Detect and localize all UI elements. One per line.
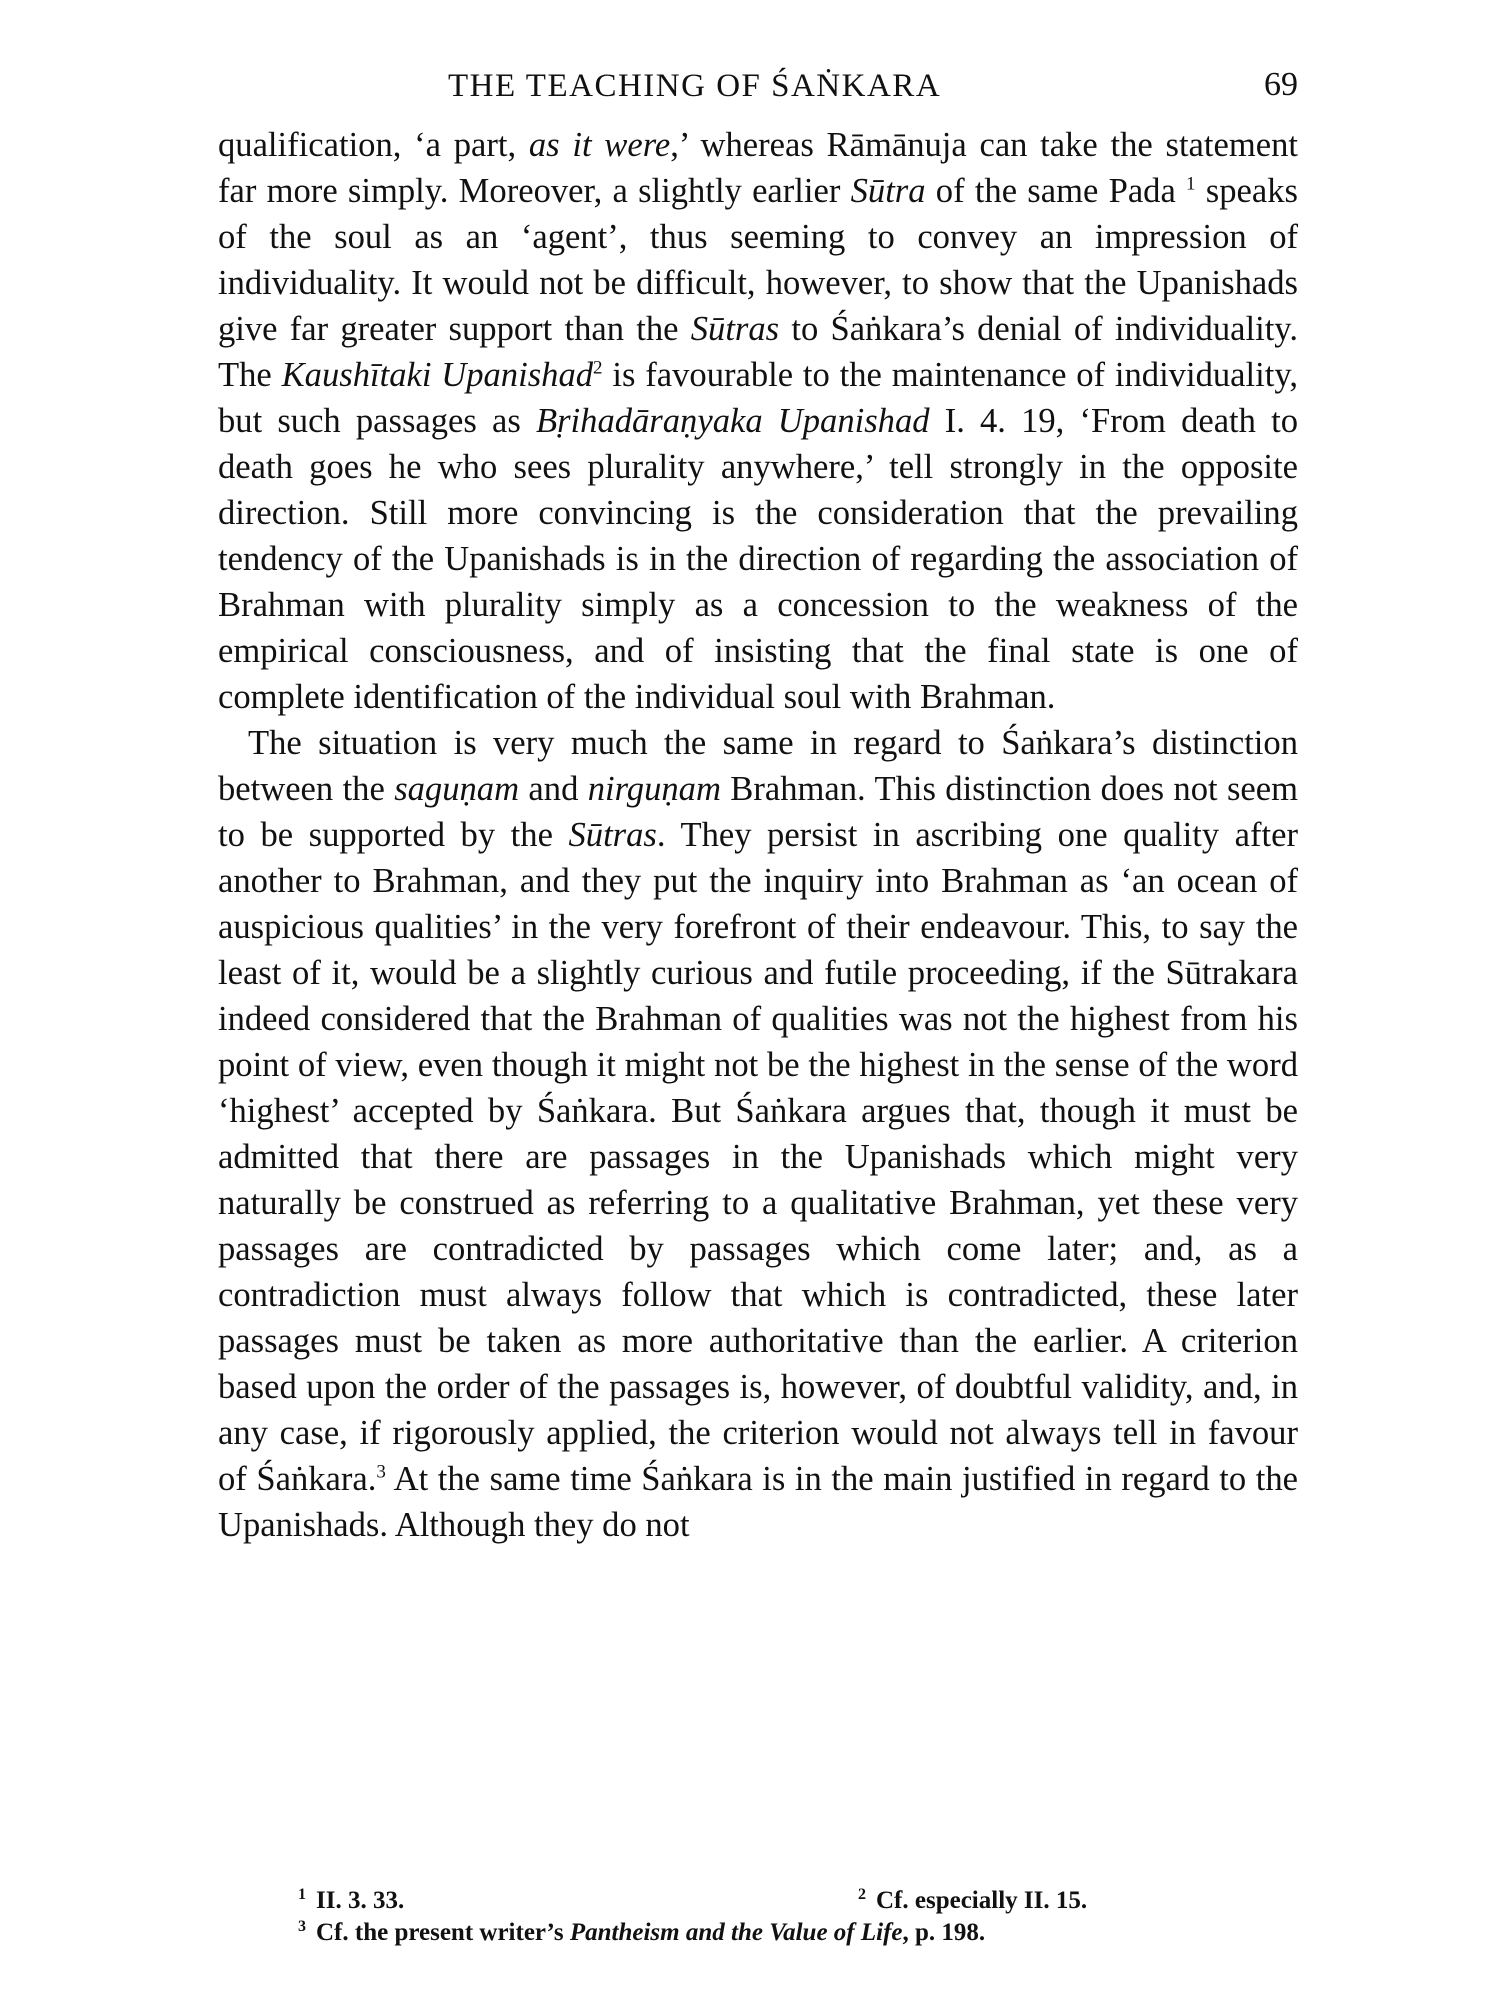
paragraph-text: speaks of the soul as an ‘agent’, thus seeming to convey an impression of individuality. It would not be difficult, however, to show that the Upanishads give far greater support than the <box>218 172 1298 348</box>
paragraph <box>218 720 1298 1548</box>
footnote-book-title: Pantheism and the Value of Life <box>569 1919 903 1946</box>
italic-text: Sūtras <box>690 310 780 348</box>
paragraph-text: ,’ whereas Rāmānuja can take the statement far more simply. Moreover, a slightly earlier <box>218 126 1298 210</box>
paragraph-text: I. 4. 19, ‘From death to death goes he who sees plurality anywhere,’ tell strongly in the opposite direction. Still more convincing is the consideration that the prevailing tendency of the Upanishads is in the direction of regarding the association of Brahman with plurality simply as a concession to the weakness of the empirical consciousness, and of insisting that the final state is one of complete identification of the individual soul with Brahman. <box>218 402 1298 716</box>
italic-text: Sūtras <box>568 816 657 854</box>
running-title: THE TEACHING OF ŚAṄKARA <box>448 68 942 104</box>
footnote-text: II. 3. 33. <box>316 1887 405 1914</box>
footnotes <box>298 1885 1158 1949</box>
paragraph <box>218 122 1298 720</box>
footnote-line <box>298 1885 1158 1917</box>
italic-text: Kaushītaki Upanishad <box>281 356 594 394</box>
footnote-reference: 3 <box>376 1461 386 1483</box>
paragraph-text: qualification, ‘a part, <box>218 126 529 164</box>
footnote-2 <box>858 1885 1087 1917</box>
paragraph-text: . They persist in ascribing one quality after another to Brahman, and they put the inquiry into Brahman as ‘an ocean of auspicious qualities’ in the very forefront of their endeavour. This, to say the least of it, would be a slightly curious and futile proceeding, if the Sūtrakara indeed considered that the Brahman of qualities was not the highest from his point of view, even though it might not be the highest in the sense of the word ‘highest’ accepted by Śaṅkara. But Śaṅkara argues that, though it must be admitted that there are passages in the Upanishads which might very naturally be construed as referring to a qualitative Brahman, yet these very passages are contradicted by passages which come later; and, as a contradiction must always follow that which is contradicted, these later passages must be taken as more authoritative than the earlier. A criterion based upon the order of the passages is, however, of doubtful validity, and, in any case, if rigorously applied, the criterion would not always tell in favour of Śaṅkara. <box>218 816 1299 1498</box>
footnote-mark: 1 <box>298 1885 306 1903</box>
italic-text: saguṇam <box>394 770 520 808</box>
footnote-mark: 2 <box>858 1885 866 1903</box>
footnote-reference: 1 <box>1186 173 1196 195</box>
paragraph-text: Brahman. This distinction does not seem to be supported by the <box>218 770 1299 854</box>
paragraph-text: is favourable to the maintenance of individuality, but such passages as <box>218 356 1298 440</box>
footnote-text: Cf. the present writer’s <box>316 1919 570 1946</box>
footnote-1 <box>298 1887 404 1914</box>
paragraph-text: and <box>519 770 588 808</box>
footnote-line <box>298 1917 1158 1949</box>
paragraph-text: to Śaṅkara’s denial of individuality. The <box>218 310 1298 394</box>
italic-text: Bṛihadāraṇyaka Upanishad <box>535 402 930 440</box>
footnote-mark: 3 <box>298 1917 306 1935</box>
italic-text: nirguṇam <box>587 770 721 808</box>
italic-text: as it were <box>528 126 671 164</box>
paragraph-text: The situation is very much the same in regard to Śaṅkara’s distinction between the <box>218 724 1298 808</box>
page-number: 69 <box>1264 66 1298 103</box>
footnote-reference: 2 <box>593 357 603 379</box>
footnote-text: , p. 198. <box>902 1919 986 1946</box>
paragraph-text: At the same time Śaṅkara is in the main justified in regard to the Upanishads. Although they do not <box>218 1460 1299 1544</box>
body-text <box>218 122 1298 1548</box>
book-page <box>218 60 1299 1946</box>
footnote-text: Cf. especially II. 15. <box>876 1887 1088 1914</box>
italic-text: Sūtra <box>850 172 926 210</box>
running-head <box>218 60 1298 122</box>
paragraph-text: of the same Pada <box>925 172 1187 210</box>
footnote-3 <box>298 1919 985 1946</box>
